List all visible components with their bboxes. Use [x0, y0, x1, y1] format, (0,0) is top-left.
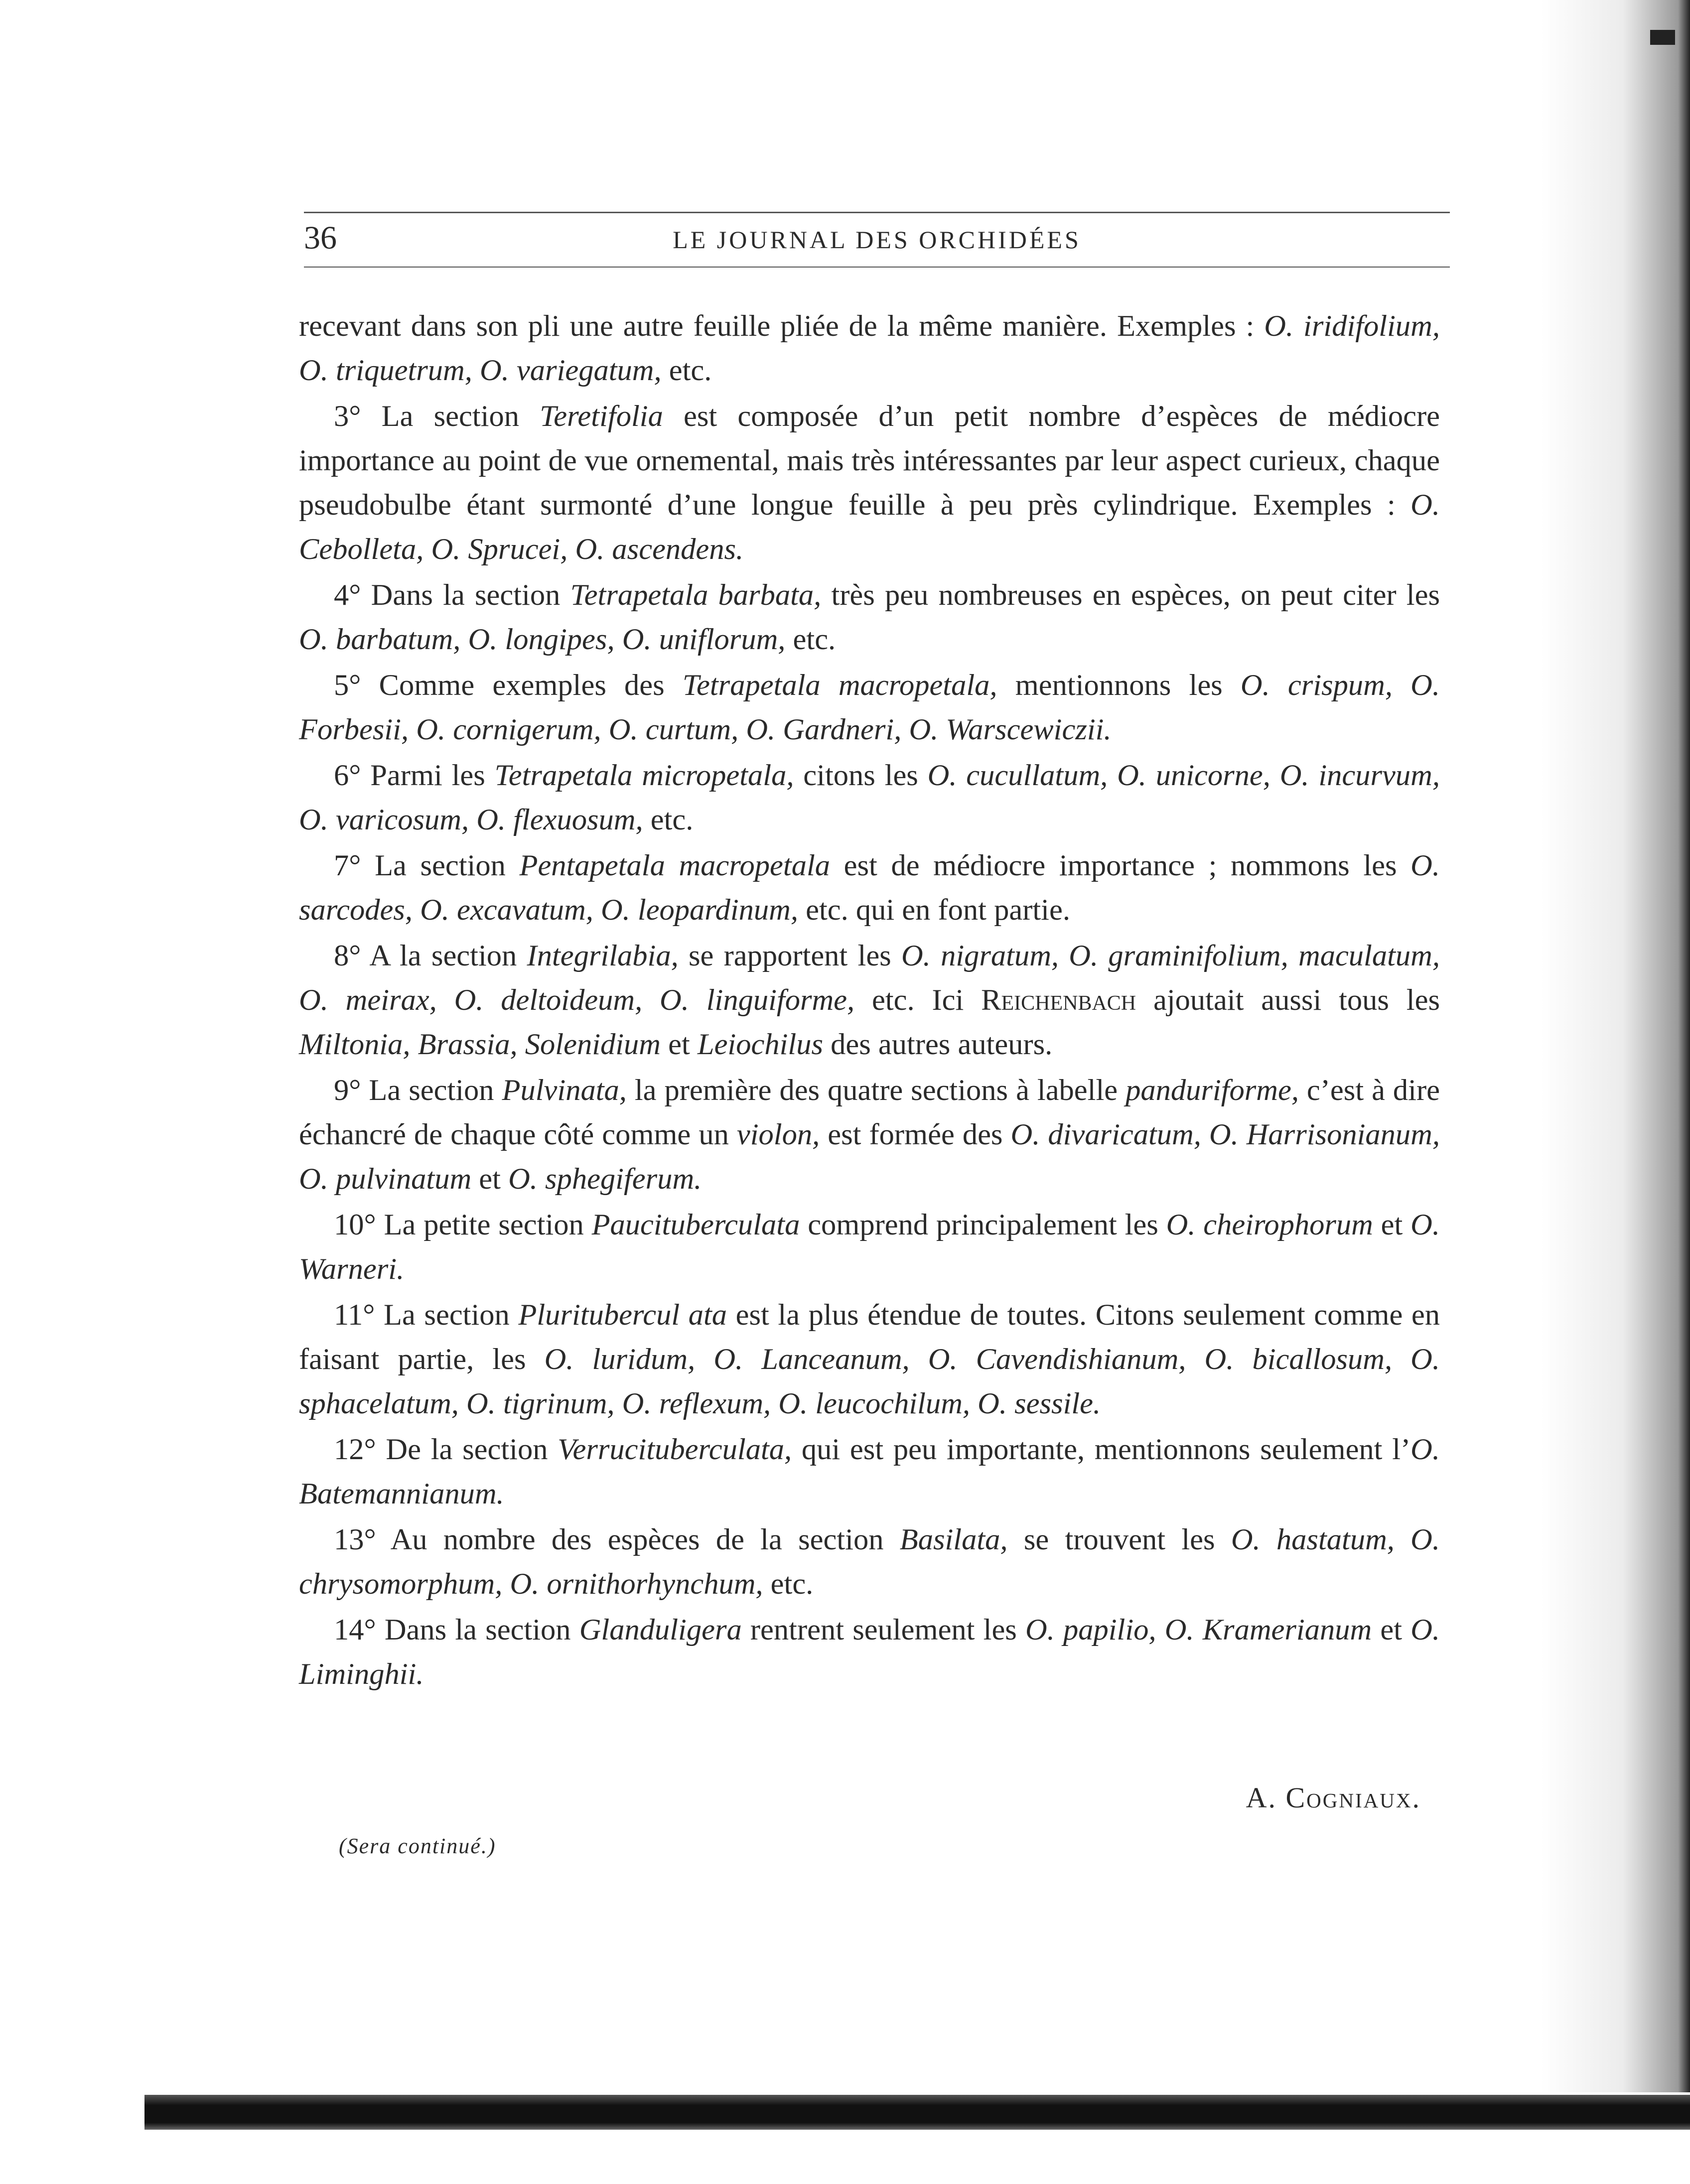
- italic-run: O. luridum, O. Lanceanum, O. Cavendishianum, O. bicallosum, O. sphacelatum, O. tigrinum, O. reflexum, O. leucochilum, O. sessile.: [299, 1343, 1440, 1420]
- text-run: rentrent seulement les: [741, 1613, 1026, 1646]
- paragraph: [299, 1427, 1440, 1516]
- running-title: LE JOURNAL DES ORCHIDÉES: [673, 226, 1081, 254]
- italic-run: O. Batemannianum.: [299, 1433, 1440, 1510]
- paragraph: [299, 1517, 1440, 1606]
- italic-run: Miltonia, Brassia, Solenidium: [299, 1028, 661, 1061]
- text-run: est composée d’un petit nombre d’espèces de médiocre importance au point de vue ornemental, mais très intéressantes par leur aspect curieux, chaque pseudobulbe étant surmonté d’une longue feuille à peu près cylindrique. Exemples :: [299, 400, 1440, 522]
- italic-run: Tetrapetala macropetala,: [682, 669, 997, 702]
- italic-run: O. Liminghii.: [299, 1613, 1440, 1691]
- italic-run: Pentapetala macropetala: [519, 849, 831, 882]
- italic-run: O. sphegiferum.: [508, 1162, 702, 1196]
- italic-run: Integrilabia,: [527, 939, 679, 972]
- italic-run: Verrucituberculata,: [558, 1433, 792, 1466]
- text-run: 9° La section: [334, 1074, 502, 1107]
- page-edge-shadow: [1541, 0, 1690, 2092]
- italic-run: Teretifolia: [540, 400, 663, 433]
- italic-run: Pulvinata,: [502, 1074, 627, 1107]
- paragraph: [299, 843, 1440, 932]
- text-run: c’est à dire échancré de chaque côté comme un: [299, 1074, 1440, 1151]
- text-run: comprend principalement les: [800, 1208, 1166, 1241]
- text-run: etc. Ici: [854, 983, 982, 1017]
- page-number: 36: [304, 220, 337, 256]
- paragraph: [299, 394, 1440, 571]
- italic-run: Tetrapetala barbata,: [570, 578, 822, 612]
- italic-run: Tetrapetala micropetala,: [494, 759, 794, 792]
- italic-run: O. cheirophorum: [1166, 1208, 1373, 1241]
- paragraph: [299, 573, 1440, 662]
- text-run: se trouvent les: [1007, 1523, 1231, 1556]
- paragraph: [299, 1068, 1440, 1201]
- italic-run: O. barbatum, O. longipes, O. uniflorum,: [299, 623, 786, 656]
- text-run: 11° La section: [334, 1298, 519, 1332]
- text-run: 4° Dans la section: [334, 578, 570, 612]
- text-run: recevant dans son pli une autre feuille pliée de la même manière. Exemples :: [299, 309, 1265, 343]
- text-run: 10° La petite section: [334, 1208, 592, 1241]
- text-run: se rapportent les: [678, 939, 901, 972]
- italic-run: O. sarcodes, O. excavatum, O. leopardinum,: [299, 849, 1440, 927]
- text-run: ajoutait aussi tous les: [1136, 983, 1440, 1017]
- header-top-rule: [304, 212, 1450, 213]
- text-run: est de médiocre importance ; nommons les: [830, 849, 1411, 882]
- italic-run: O. Cebolleta, O. Sprucei, O. ascendens.: [299, 488, 1440, 566]
- text-run: 14° Dans la section: [334, 1613, 579, 1646]
- paragraph: [299, 1203, 1440, 1291]
- text-run: très peu nombreuses en espèces, on peut citer les: [821, 578, 1440, 612]
- italic-run: O. nigratum, O. graminifolium, maculatum, O. meirax, O. deltoideum, O. linguiforme,: [299, 939, 1440, 1017]
- paragraph: [299, 1608, 1440, 1696]
- running-header: [304, 214, 1450, 269]
- text-run: est la plus étendue de toutes. Citons seulement comme en faisant partie, les: [299, 1298, 1440, 1376]
- paragraph: [299, 663, 1440, 752]
- paragraph: [299, 1293, 1440, 1426]
- italic-run: Paucituberculata: [591, 1208, 800, 1241]
- text-run: est formée des: [820, 1118, 1011, 1151]
- scan-corner-mark: [1650, 30, 1675, 45]
- paragraph: [299, 304, 1440, 393]
- italic-run: violon,: [736, 1118, 820, 1151]
- text-run: et: [1373, 1208, 1411, 1241]
- paragraph: [299, 934, 1440, 1067]
- italic-run: O. Warneri.: [299, 1208, 1440, 1286]
- text-run: 8° A la section: [334, 939, 527, 972]
- text-run: etc.: [785, 623, 836, 656]
- italic-run: panduriforme,: [1126, 1074, 1299, 1107]
- italic-run: Glanduligera: [579, 1613, 742, 1646]
- author-signature: [1246, 1781, 1421, 1814]
- text-run: etc.: [661, 354, 712, 387]
- text-run: 3° La section: [334, 400, 540, 433]
- text-run: etc.: [643, 803, 694, 836]
- text-run: qui est peu importante, mentionnons seulement l’: [792, 1433, 1411, 1466]
- continued-note: (Sera continué.): [339, 1834, 496, 1858]
- text-run: citons les: [794, 759, 928, 792]
- text-run: et: [1372, 1613, 1411, 1646]
- text-run: 5° Comme exemples des: [334, 669, 683, 702]
- text-run: des autres auteurs.: [823, 1028, 1053, 1061]
- article-body: [299, 304, 1440, 1698]
- author-name: A. Cogniaux.: [1246, 1781, 1421, 1814]
- header-bottom-rule: [304, 267, 1450, 268]
- italic-run: O. papilio, O. Kramerianum: [1025, 1613, 1372, 1646]
- text-run: la première des quatre sections à labelle: [626, 1074, 1126, 1107]
- text-run: 6° Parmi les: [334, 759, 495, 792]
- italic-run: O. divaricatum, O. Harrisonianum, O. pulvinatum: [299, 1118, 1440, 1196]
- italic-run: Leiochilus: [697, 1028, 823, 1061]
- text-run: etc.: [763, 1567, 814, 1601]
- paragraph: [299, 753, 1440, 842]
- text-run: mentionnons les: [997, 669, 1241, 702]
- small-caps-run: Reichenbach: [981, 983, 1136, 1017]
- text-run: 7° La section: [334, 849, 520, 882]
- italic-run: O. hastatum, O. chrysomorphum, O. ornithorhynchum,: [299, 1523, 1440, 1601]
- italic-run: Pluritubercul ata: [518, 1298, 727, 1332]
- text-run: etc. qui en font partie.: [798, 893, 1070, 927]
- italic-run: O. cucullatum, O. unicorne, O. incurvum, O. varicosum, O. flexuosum,: [299, 759, 1440, 836]
- scan-bottom-edge: [144, 2095, 1690, 2130]
- text-run: 12° De la section: [334, 1433, 558, 1466]
- italic-run: O. crispum, O. Forbesii, O. cornigerum, O. curtum, O. Gardneri, O. Warscewiczii.: [299, 669, 1440, 746]
- italic-run: O. iridifolium, O. triquetrum, O. variegatum,: [299, 309, 1440, 387]
- text-run: et: [661, 1028, 698, 1061]
- text-run: et: [471, 1162, 509, 1196]
- italic-run: Basilata,: [899, 1523, 1008, 1556]
- text-run: 13° Au nombre des espèces de la section: [334, 1523, 900, 1556]
